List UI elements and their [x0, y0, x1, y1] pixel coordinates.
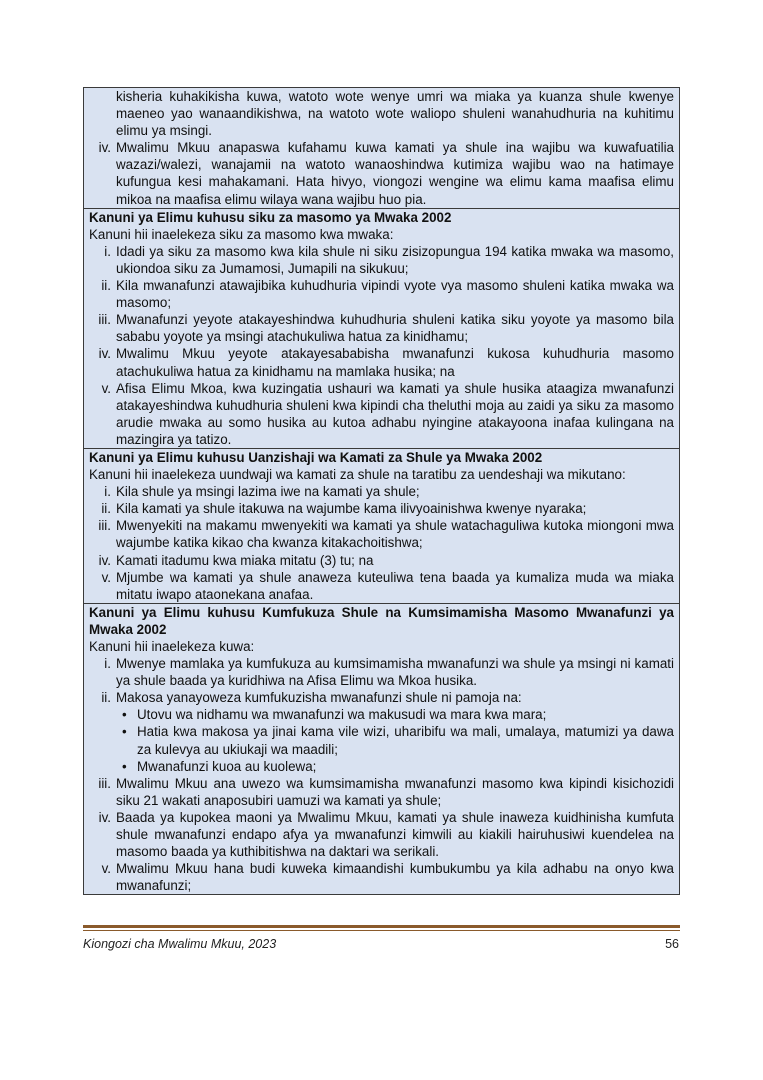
item-number: i. — [104, 656, 111, 672]
item-number: iv. — [98, 346, 111, 362]
list-item — [89, 809, 674, 860]
item-number: i. — [104, 484, 111, 500]
list-item — [89, 311, 674, 345]
section-intro: Kanuni hii inaelekeza uundwaji wa kamati za shule na taratibu za uendeshaji wa mikutano: — [89, 467, 626, 483]
list-item — [89, 655, 674, 689]
item-number: ii. — [101, 501, 111, 517]
item-text: Mwanafunzi yeyote atakayeshindwa kuhudhuria shuleni katika siku yoyote ya masomo bila sababu yoyote ya msingi atachukuliwa hatua za kinidhamu; — [116, 312, 674, 345]
section-heading: Kanuni ya Elimu kuhusu Kumfukuza Shule na Kumsimamisha Masomo Mwanafunzi ya Mwaka 2002 — [89, 604, 674, 637]
item-text: Kila shule ya msingi lazima iwe na kamati ya shule; — [116, 484, 420, 500]
bullet-item — [116, 758, 674, 775]
bullet-item — [116, 723, 674, 757]
list-item — [89, 775, 674, 809]
section-intro: Kanuni hii inaelekeza siku za masomo kwa mwaka: — [89, 226, 394, 242]
bullet-text: Hatia kwa makosa ya jinai kama vile wizi, uharibifu wa mali, umalaya, matumizi ya dawa za kulevya au ukiukaji wa maadili; — [137, 724, 674, 757]
item-number: ii. — [101, 278, 111, 294]
bullet-icon: • — [122, 724, 127, 740]
page-number: 56 — [665, 937, 679, 951]
item-number: ii. — [101, 690, 111, 706]
section-intro: Kanuni hii inaelekeza kuwa: — [89, 639, 255, 654]
item-number: iii. — [98, 518, 111, 534]
table-cell — [84, 88, 680, 209]
roman-list — [89, 243, 674, 448]
item-text: Mwenyekiti na makamu mwenyekiti wa kamati ya shule watachaguliwa kutoka miongoni mwa wajumbe katika kikao cha kwanza kitakachoitishwa; — [116, 518, 674, 551]
list-item — [89, 139, 674, 207]
bullet-icon: • — [122, 758, 127, 774]
bullet-list — [116, 706, 674, 774]
list-item — [89, 689, 674, 774]
continued-paragraph: kisheria kuhakikisha kuwa, watoto wote wenye umri wa miaka ya kuanza shule kwenye maeneo yao wanaandikishwa, na watoto wote waliopo shuleni wanahudhuria na kuhitimu elimu ya msingi. — [116, 89, 674, 139]
list-item — [89, 380, 674, 448]
item-number: iii. — [98, 775, 111, 791]
bullet-icon: • — [122, 707, 127, 723]
item-number: i. — [104, 243, 111, 259]
table-row — [84, 208, 680, 448]
list-item — [89, 345, 674, 379]
footer-divider — [83, 925, 680, 928]
item-number: v. — [101, 569, 111, 585]
footer-title: Kiongozi cha Mwalimu Mkuu, 2023 — [83, 937, 277, 951]
table-row — [84, 603, 680, 895]
item-text: Kila mwanafunzi atawajibika kuhudhuria vipindi vyote vya masomo shuleni katika mwaka wa masomo; — [116, 278, 674, 311]
list-item — [89, 569, 674, 603]
footer-divider-thin — [83, 930, 680, 931]
item-text: Mwenye mamlaka ya kumfukuza au kumsimamisha mwanafunzi wa shule ya msingi ni kamati ya shule baada ya kuridhiwa na Afisa Elimu wa Mkoa husika. — [116, 656, 674, 689]
table-row — [84, 88, 680, 209]
list-item — [89, 483, 674, 500]
item-number: iv. — [98, 140, 111, 156]
list-item — [89, 500, 674, 517]
table-row — [84, 448, 680, 603]
section-heading: Kanuni ya Elimu kuhusu siku za masomo ya Mwaka 2002 — [89, 209, 452, 225]
bullet-text: Mwanafunzi kuoa au kuolewa; — [137, 758, 317, 774]
item-number: v. — [101, 380, 111, 396]
list-item — [89, 277, 674, 311]
item-text: Kila kamati ya shule itakuwa na wajumbe kama ilivyoainishwa kwenye nyaraka; — [116, 501, 587, 517]
bullet-item — [116, 706, 674, 723]
item-text: Mwalimu Mkuu yeyote atakayesababisha mwanafunzi kukosa kuhudhuria masomo atachukuliwa hatua za kinidhamu na mamlaka husika; na — [116, 346, 674, 379]
list-item — [89, 243, 674, 277]
item-text: Mwalimu Mkuu anapaswa kufahamu kuwa kamati ya shule ina wajibu wa kuwafuatilia wazazi/walezi, wanajamii na watoto wanaoshindwa kutimiza wajibu wao na hatimaye kufungua kesi mahakamani. Hata hivyo, viongozi wengine wa elimu kama maafisa elimu mikoa na maafisa elimu wilaya wana wajibu huo pia. — [116, 140, 674, 207]
item-text: Mwalimu Mkuu hana budi kuweka kimaandishi kumbukumbu ya kila adhabu na onyo kwa mwanafunzi; — [116, 861, 674, 894]
roman-list — [89, 139, 674, 207]
list-item — [89, 860, 674, 894]
roman-list — [89, 483, 674, 603]
item-number: iii. — [98, 312, 111, 328]
table-cell — [84, 603, 680, 895]
item-text: Kamati itadumu kwa miaka mitatu (3) tu; na — [116, 552, 374, 568]
regulations-table — [83, 87, 680, 895]
item-text: Baada ya kupokea maoni ya Mwalimu Mkuu, kamati ya shule inaweza kuidhinisha kumfuta shule mwanafunzi endapo afya ya mwanafunzi kimwili au kiakili hairuhusiwi kuendelea na masomo baada ya kuthibitishwa na daktari wa serikali. — [116, 809, 674, 860]
table-cell — [84, 448, 680, 603]
item-text: Mjumbe wa kamati ya shule anaweza kuteuliwa tena baada ya kumaliza muda wa miaka mitatu iwapo ataonekana anafaa. — [116, 569, 674, 602]
item-number: iv. — [98, 809, 111, 825]
section-heading: Kanuni ya Elimu kuhusu Uanzishaji wa Kamati za Shule ya Mwaka 2002 — [89, 449, 543, 465]
table-cell — [84, 208, 680, 448]
roman-list — [89, 655, 674, 894]
item-number: v. — [101, 861, 111, 877]
item-text: Afisa Elimu Mkoa, kwa kuzingatia ushauri wa kamati ya shule husika ataagiza mwanafunzi atakayeshindwa kuhudhuria shuleni kwa kipindi cha theluthi moja au zaidi ya siku za masomo arudie mwaka au somo husika au kutoa adhabu nyingine atakayoona inafaa kulingana na mazingira ya tatizo. — [116, 380, 674, 447]
item-text: Idadi ya siku za masomo kwa kila shule ni siku zisizopungua 194 katika mwaka wa masomo, ukiondoa siku za Jumamosi, Jumapili na sikukuu; — [116, 243, 674, 276]
list-item — [89, 517, 674, 551]
item-text: Makosa yanayoweza kumfukuzisha mwanafunzi shule ni pamoja na: — [116, 690, 522, 706]
item-number: iv. — [98, 552, 111, 568]
bullet-text: Utovu wa nidhamu wa mwanafunzi wa makusudi wa mara kwa mara; — [137, 707, 547, 723]
item-text: Mwalimu Mkuu ana uwezo wa kumsimamisha mwanafunzi masomo kwa kipindi kisichozidi siku 21 wakati anaposubiri uamuzi wa kamati ya shule; — [116, 775, 674, 808]
list-item — [89, 552, 674, 569]
